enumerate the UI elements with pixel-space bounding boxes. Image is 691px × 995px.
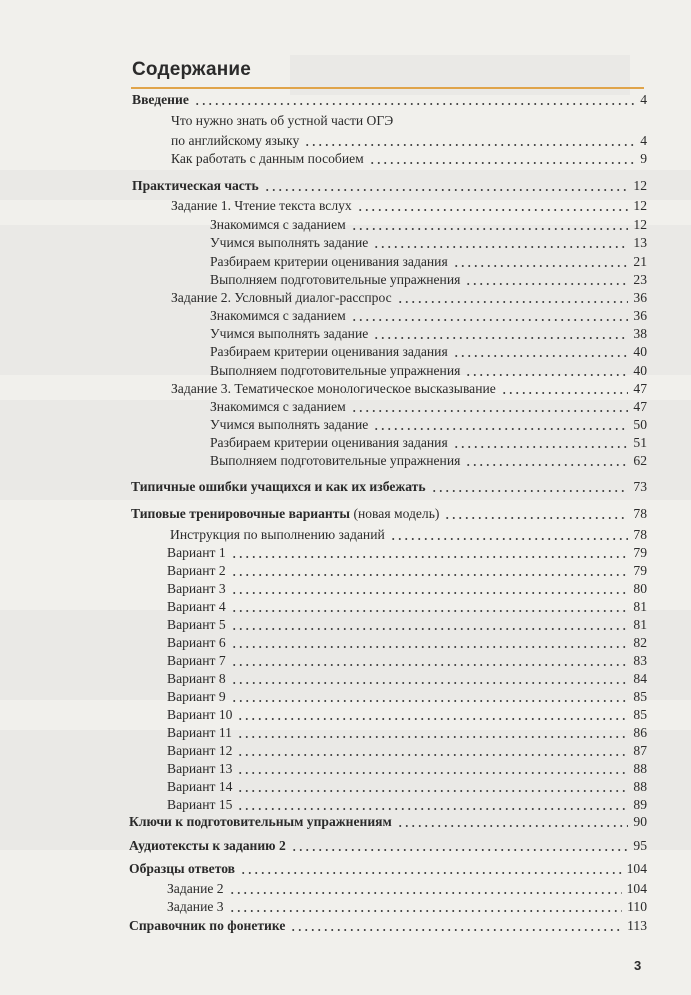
toc-entry-page: 87 bbox=[633, 743, 647, 758]
toc-entry-label: Выполняем подготовительные упражнения bbox=[210, 272, 461, 287]
toc-entry[interactable] bbox=[129, 917, 647, 935]
toc-entry[interactable] bbox=[171, 150, 647, 168]
dot-leader bbox=[231, 592, 629, 594]
toc-entry[interactable] bbox=[171, 380, 647, 398]
toc-entry[interactable] bbox=[210, 416, 647, 434]
toc-entry-page: 38 bbox=[633, 326, 647, 341]
toc-entry-page: 21 bbox=[633, 254, 647, 269]
dot-leader bbox=[237, 736, 628, 738]
page-title: Содержание bbox=[132, 59, 252, 80]
toc-entry-page: 104 bbox=[626, 861, 647, 876]
toc-entry-label: Задание 1. Чтение текста вслух bbox=[171, 198, 352, 213]
toc-entry[interactable] bbox=[167, 688, 647, 706]
dot-leader bbox=[465, 374, 628, 376]
dot-leader bbox=[357, 209, 629, 211]
toc-entry-page: 47 bbox=[633, 399, 647, 414]
toc-entry-page: 84 bbox=[633, 671, 647, 686]
dot-leader bbox=[237, 790, 628, 792]
dot-leader bbox=[290, 929, 622, 931]
toc-entry-page: 9 bbox=[640, 151, 647, 166]
toc-entry-page: 12 bbox=[633, 198, 647, 213]
toc-entry[interactable] bbox=[132, 91, 647, 109]
dot-leader bbox=[231, 700, 629, 702]
toc-entry[interactable] bbox=[167, 742, 647, 760]
toc-entry-label: по английскому языку bbox=[171, 133, 300, 148]
toc-entry-page: 36 bbox=[633, 308, 647, 323]
toc-entry[interactable] bbox=[210, 398, 647, 416]
toc-entry-label: Введение bbox=[132, 92, 189, 107]
dot-leader bbox=[194, 103, 634, 105]
toc-entry-label: Разбираем критерии оценивания задания bbox=[210, 344, 448, 359]
dot-leader bbox=[304, 144, 634, 146]
dot-leader bbox=[231, 574, 629, 576]
dot-leader bbox=[351, 319, 629, 321]
toc-entry-page: 40 bbox=[633, 363, 647, 378]
toc-entry[interactable] bbox=[167, 634, 647, 652]
toc-entry[interactable] bbox=[167, 580, 647, 598]
toc-entry-label: Задание 3. Тематическое монологическое высказывание bbox=[171, 381, 496, 396]
toc-entry-page: 79 bbox=[633, 545, 647, 560]
dot-leader bbox=[264, 189, 629, 191]
toc-entry-label: Образцы ответов bbox=[129, 861, 236, 876]
dot-leader bbox=[453, 446, 629, 448]
toc-entry-page: 78 bbox=[633, 506, 647, 521]
toc-entry[interactable] bbox=[167, 880, 647, 898]
dot-leader bbox=[237, 718, 628, 720]
toc-entry-label: Ключи к подготовительным упражнениям bbox=[129, 814, 392, 829]
toc-entry-label: Выполняем подготовительные упражнения bbox=[210, 453, 461, 468]
toc-entry-label-suffix: (новая модель) bbox=[350, 506, 440, 521]
toc-entry-page: 23 bbox=[633, 272, 647, 287]
dot-leader bbox=[501, 392, 629, 394]
toc-entry[interactable] bbox=[210, 325, 647, 343]
toc-entry-page: 4 bbox=[640, 92, 647, 107]
toc-entry[interactable] bbox=[171, 112, 647, 130]
dot-leader bbox=[369, 162, 634, 164]
dot-leader bbox=[373, 428, 628, 430]
dot-leader bbox=[431, 490, 629, 492]
toc-entry-label: Вариант 14 bbox=[167, 779, 233, 794]
dot-leader bbox=[465, 283, 628, 285]
toc-entry-label: Учимся выполнять задание bbox=[210, 417, 369, 432]
dot-leader bbox=[237, 772, 628, 774]
toc-entry-label: Вариант 9 bbox=[167, 689, 226, 704]
toc-entry-label: Вариант 10 bbox=[167, 707, 233, 722]
toc-entry[interactable] bbox=[131, 505, 647, 523]
toc-entry-page: 79 bbox=[633, 563, 647, 578]
toc-entry-label: Что нужно знать об устной части ОГЭ bbox=[171, 113, 394, 128]
toc-entry[interactable] bbox=[167, 724, 647, 742]
toc-entry-label: Вариант 15 bbox=[167, 797, 233, 812]
toc-entry[interactable] bbox=[210, 307, 647, 325]
toc-entry[interactable] bbox=[129, 860, 647, 878]
toc-entry[interactable] bbox=[167, 598, 647, 616]
toc-entry[interactable] bbox=[210, 234, 647, 252]
toc-entry-page: 50 bbox=[633, 417, 647, 432]
toc-entry[interactable] bbox=[129, 813, 647, 831]
toc-entry[interactable] bbox=[171, 197, 647, 215]
dot-leader bbox=[231, 628, 629, 630]
toc-entry-label: Задание 3 bbox=[167, 899, 224, 914]
toc-entry-page: 47 bbox=[633, 381, 647, 396]
toc-entry[interactable] bbox=[167, 706, 647, 724]
toc-entry[interactable] bbox=[210, 434, 647, 452]
toc-entry-label: Разбираем критерии оценивания задания bbox=[210, 435, 448, 450]
toc-entry[interactable] bbox=[167, 670, 647, 688]
toc-entry-label: Вариант 5 bbox=[167, 617, 226, 632]
dot-leader bbox=[397, 825, 629, 827]
dot-leader bbox=[237, 754, 628, 756]
dot-leader bbox=[373, 246, 628, 248]
dot-leader bbox=[240, 872, 622, 874]
toc-entry-page: 85 bbox=[633, 707, 647, 722]
toc-entry-page: 40 bbox=[633, 344, 647, 359]
toc-entry[interactable] bbox=[210, 343, 647, 361]
toc-entry-page: 85 bbox=[633, 689, 647, 704]
dot-leader bbox=[229, 910, 623, 912]
toc-entry-page: 81 bbox=[633, 599, 647, 614]
dot-leader bbox=[231, 664, 629, 666]
toc-entry-label: Типовые тренировочные варианты (новая модель) bbox=[131, 506, 440, 521]
toc-entry[interactable] bbox=[132, 177, 647, 195]
dot-leader bbox=[229, 892, 622, 894]
toc-entry-page: 110 bbox=[627, 899, 647, 914]
toc-entry-label: Типичные ошибки учащихся и как их избежать bbox=[131, 479, 426, 494]
toc-entry-page: 36 bbox=[633, 290, 647, 305]
toc-entry[interactable] bbox=[210, 253, 647, 271]
toc-entry-page: 78 bbox=[633, 527, 647, 542]
toc-entry-label: Вариант 8 bbox=[167, 671, 226, 686]
toc-entry-label: Задание 2. Условный диалог-расспрос bbox=[171, 290, 392, 305]
toc-entry-page: 90 bbox=[633, 814, 647, 829]
dot-leader bbox=[390, 538, 629, 540]
toc-entry-label: Разбираем критерии оценивания задания bbox=[210, 254, 448, 269]
toc-entry-label: Как работать с данным пособием bbox=[171, 151, 364, 166]
dot-leader bbox=[231, 682, 629, 684]
toc-entry-page: 12 bbox=[633, 217, 647, 232]
toc-entry-page: 81 bbox=[633, 617, 647, 632]
toc-entry-label: Задание 2 bbox=[167, 881, 224, 896]
toc-entry[interactable] bbox=[167, 616, 647, 634]
toc-entry-page: 83 bbox=[633, 653, 647, 668]
toc-entry-label: Вариант 12 bbox=[167, 743, 233, 758]
toc-entry-page: 88 bbox=[633, 761, 647, 776]
dot-leader bbox=[291, 849, 629, 851]
toc-entry-label: Учимся выполнять задание bbox=[210, 235, 369, 250]
toc-entry-page: 80 bbox=[633, 581, 647, 596]
toc-entry-page: 4 bbox=[640, 133, 647, 148]
toc-entry-page: 51 bbox=[633, 435, 647, 450]
page-number: 3 bbox=[634, 958, 642, 973]
toc-entry[interactable] bbox=[210, 216, 647, 234]
dot-leader bbox=[351, 228, 629, 230]
toc-entry-label: Справочник по фонетике bbox=[129, 918, 286, 933]
toc-entry[interactable] bbox=[131, 478, 647, 496]
toc-entry-label: Аудиотексты к заданию 2 bbox=[129, 838, 286, 853]
toc-entry-label: Практическая часть bbox=[132, 178, 259, 193]
toc-entry-label: Вариант 2 bbox=[167, 563, 226, 578]
toc-entry[interactable] bbox=[167, 796, 647, 814]
toc-entry-label: Вариант 6 bbox=[167, 635, 226, 650]
dot-leader bbox=[351, 410, 629, 412]
toc-entry[interactable] bbox=[167, 760, 647, 778]
toc-entry[interactable] bbox=[167, 778, 647, 796]
dot-leader bbox=[453, 265, 629, 267]
toc-entry-label: Знакомимся с заданием bbox=[210, 217, 346, 232]
toc-entry-page: 13 bbox=[633, 235, 647, 250]
toc-entry[interactable] bbox=[167, 898, 647, 916]
dot-leader bbox=[465, 464, 628, 466]
toc-entry[interactable] bbox=[170, 526, 647, 544]
toc-entry[interactable] bbox=[210, 452, 647, 470]
toc-entry-page: 113 bbox=[627, 918, 647, 933]
toc-entry[interactable] bbox=[171, 289, 647, 307]
toc-entry-label: Вариант 4 bbox=[167, 599, 226, 614]
dot-leader bbox=[373, 337, 628, 339]
toc-entry-page: 82 bbox=[633, 635, 647, 650]
toc-entry[interactable] bbox=[171, 132, 647, 150]
toc-entry-label: Вариант 13 bbox=[167, 761, 233, 776]
toc-entry-page: 95 bbox=[633, 838, 647, 853]
toc-entry[interactable] bbox=[129, 837, 647, 855]
toc-entry-label: Вариант 7 bbox=[167, 653, 226, 668]
toc-entry-label: Инструкция по выполнению заданий bbox=[170, 527, 385, 542]
dot-leader bbox=[397, 301, 629, 303]
toc-entry-label: Знакомимся с заданием bbox=[210, 399, 346, 414]
toc-entry-page: 73 bbox=[633, 479, 647, 494]
toc-entry-page: 89 bbox=[633, 797, 647, 812]
toc-entry-label: Вариант 3 bbox=[167, 581, 226, 596]
toc-entry-page: 86 bbox=[633, 725, 647, 740]
toc-entry-label: Выполняем подготовительные упражнения bbox=[210, 363, 461, 378]
dot-leader bbox=[444, 517, 628, 519]
toc-entry-page: 104 bbox=[626, 881, 647, 896]
toc-entry[interactable] bbox=[167, 544, 647, 562]
toc-entry-page: 12 bbox=[633, 178, 647, 193]
toc-entry-label: Знакомимся с заданием bbox=[210, 308, 346, 323]
toc-entry-page: 88 bbox=[633, 779, 647, 794]
toc-entry-page: 62 bbox=[633, 453, 647, 468]
dot-leader bbox=[453, 355, 629, 357]
toc-entry[interactable] bbox=[167, 562, 647, 580]
toc-entry[interactable] bbox=[167, 652, 647, 670]
toc-entry[interactable] bbox=[210, 271, 647, 289]
toc-entry-label: Учимся выполнять задание bbox=[210, 326, 369, 341]
dot-leader bbox=[231, 556, 629, 558]
toc-entry[interactable] bbox=[210, 362, 647, 380]
dot-leader bbox=[237, 808, 628, 810]
dot-leader bbox=[231, 646, 629, 648]
toc-entry-label: Вариант 11 bbox=[167, 725, 232, 740]
toc-entry-label: Вариант 1 bbox=[167, 545, 226, 560]
dot-leader bbox=[231, 610, 629, 612]
